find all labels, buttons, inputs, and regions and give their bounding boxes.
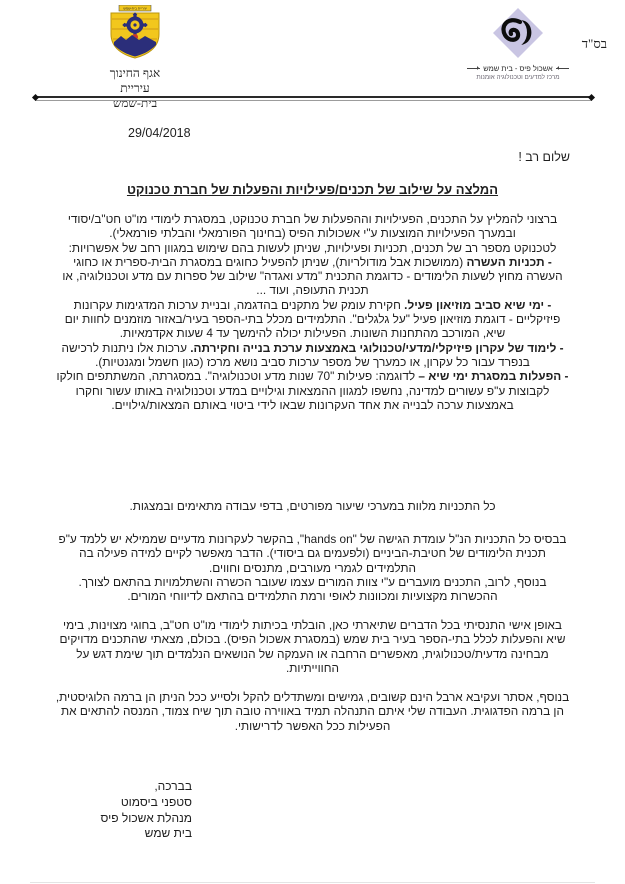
paragraph-lesson-plans: כל התכניות מלוות במערכי שיעור מפורטים, בדפי עבודה מתאימים ובמצגות. — [129, 499, 496, 513]
municipality-emblem-icon — [109, 6, 161, 63]
signature-closing: בברכה, — [154, 779, 192, 793]
header-separator-rule — [35, 96, 592, 101]
pais-diamond-icon — [490, 45, 546, 62]
letter-date: 29/04/2018 — [128, 126, 191, 140]
bullet-item-principle-kits — [55, 341, 570, 370]
paragraph-personal-experience: באופן אישי התנסיתי בכל הדברים שתיארתי כאן, הובלתי בכיתות לימודי מו"ט חט"ב, בחוגי מצוינות, בימי שיא והפעלות לכלל בתי-הספר בעיר בית שמש (במסגרת אשכול הפיס). בכולם, מצאתי שהתכנים מדויקים מבחינה מדעית/טכנולוגית, מאפשרים הרחבה או העמקה של הנושאים הנלמדים תוך שימת דגש על החווייתיות. — [59, 618, 566, 675]
signature-block — [101, 779, 193, 842]
bullet-item-museum-days — [55, 298, 570, 341]
pais-logo-block — [463, 8, 573, 81]
right-arrow-icon — [467, 68, 480, 69]
left-arrow-icon — [556, 68, 569, 69]
intro-paragraph-2: לטכנוקט מספר רב של תכנים, תכניות ופעילויות, שניתן לעשות בהם שימוש במגוון רחב של אפשרויות: — [68, 240, 557, 255]
bullet-lead: - הפעלות במסגרת ימי שיא – — [418, 369, 569, 384]
signature-role: מנהלת אשכול פיס — [100, 810, 192, 825]
paragraph-arbel-family: בנוסף, אסתר ועקיבא ארבל הינם קשובים, גמישים ומשתדלים להקל ולסייע ככל הניתן הן ברמה הלוגיסטית, הן ברמה הפדגוגית. העבודה שלי איתם התנהלה תמיד באווירה טובה תוך שיח צמוד, המנסה להתאים את הפעילות ככל האפשר לדרישותי. — [55, 690, 570, 733]
paragraph-hands-on-a: בבסיס כל התכניות הנ"ל עומדת הגישה של "hands on", בהקשר לעקרונות מדעיים שממילא יש ללמד ע"פ תכנית הלימודים של חטיבת-הביניים (ולפעמים גם ביסודי). הדבר מאפשר לקיים למידה פעילה בה התלמידים לגמרי מעורבים, מתנסים וחווים. — [58, 532, 567, 575]
paragraph-hands-on-b: בנוסף, לרוב, התכנים מועברים ע"י צוות המורים עצמו שעובר הכשרה והשתלמויות בהתאם לצורך. ההכשרות מקצועיות ומכוונות לאופי ורמת התלמידים בהתאם לדיווחי המורים. — [78, 574, 547, 604]
svg-text:עיריית בית-שמש: עיריית בית-שמש — [123, 6, 147, 11]
pais-name-row — [463, 64, 573, 73]
bullet-lead: - ימי שיא סביב מוזיאון פעיל. — [404, 297, 552, 312]
pais-subtitle: מרכז למדעים וטכנולוגיה אומנות — [476, 74, 560, 81]
intro-and-bullets — [55, 212, 570, 412]
paragraph-hands-on — [55, 532, 570, 603]
intro-paragraph-1: ברצוני להמליץ על התכנים, הפעילויות וההפעלות של חברת טכנוקט, במסגרת לימודי מו"ט חט"ב/יסודי ובמערך הפעילויות המוצעות ע"י אשכולות הפיס (בחינוך הפורמאלי והבלתי פורמאלי). — [67, 212, 558, 241]
municipality-dept-label: אגף החינוך — [109, 66, 161, 80]
page-bottom-edge — [30, 882, 595, 883]
bullet-lead: - לימוד של עקרון פיזיקלי/מדעי/טכנולוגי באמצעות ערכת בנייה וחקירתה. — [190, 340, 564, 355]
letter-title: המלצה על שילוב של תכנים/פעילויות והפעלות של חברת טכנוקט — [126, 182, 499, 197]
bullet-item-peak-days — [55, 369, 570, 412]
bullet-item-enrichment — [55, 255, 570, 298]
bullet-text: חקירת עומק של מתקנים בהדגמה, ובניית ערכות המדגימות עקרונות פיזיקליים - דוגמת מוזיאון פעיל "על גלגלים". התלמידים מכלל בתי-הספר בעיר/באזור מוזמנים לחוות יום שיא, המורכב מהתחנות השונות. הפעילות יכולה להימשך עד 4 שעות אקדמאיות. — [64, 297, 561, 341]
municipality-city-label: עיריית בית-שמש — [112, 81, 158, 110]
signature-name: סטפני ביסמוט — [120, 794, 192, 809]
bullet-text: (ממושכות אבל מודולריות), שניתן להפעיל כחוגים במסגרת הבית-ספרית או כחוגי העשרה מחוץ לשעות הלימודים - כדוגמת התכנית "מדע ואגדה" שילוב של ספרות עם מדע וטכנולוגיה, או תכנית התעופה, ועוד ... — [62, 254, 563, 298]
bullet-text: ערכות אלו ניתנות לרכישה בנפרד עבור כל עקרון, או כמערך של מספר ערכות סביב נושא מרכז (כגון חשמל ומגנטיות). — [61, 340, 530, 369]
signature-city: בית שמש — [144, 826, 192, 841]
letter-greeting: שלום רב ! — [518, 150, 570, 164]
pais-name: אשכול פיס - בית שמש — [483, 64, 553, 73]
bsd-inscription: בס"ד — [581, 36, 607, 51]
bullet-text: לדוגמה: פעילות "70 שנות מדע וטכנולוגיה". במסגרתה, המשתתפים חולקו לקבוצות ע"פ עשורים למדינה, נחשפו למגוון ההמצאות וגילויים במדע וטכנולוגיה באותו עשור וחקרו באמצעות ערכה לבנייה את אחד העקרונות שבאו לידי ביטוי באותם המצאות/גילויים. — [56, 369, 550, 412]
bullet-lead: - תכניות העשרה — [466, 254, 552, 269]
